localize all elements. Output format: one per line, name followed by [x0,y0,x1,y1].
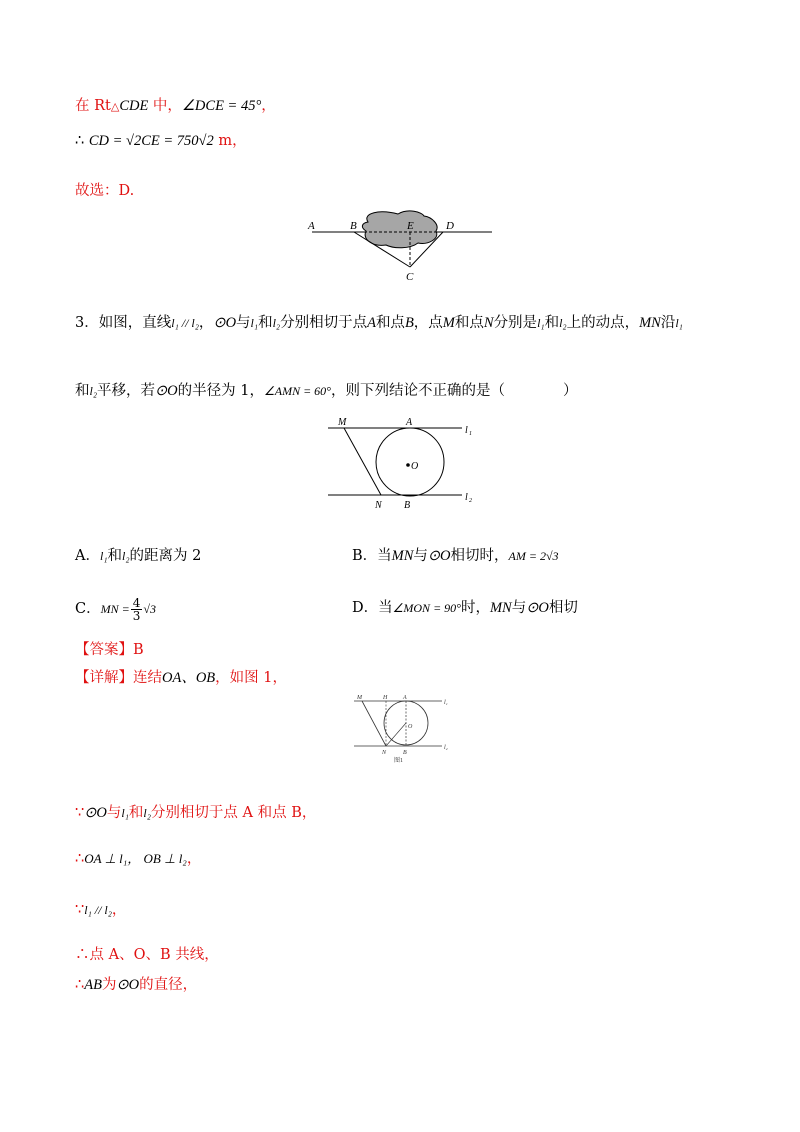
text: ，点 [413,315,443,331]
text: 的距离为 2 [129,548,202,564]
text: 相切 [548,600,578,616]
text: ， [111,902,127,918]
circle-symbol: ⊙O [116,977,140,993]
label-e: E [407,220,414,232]
label-d: D [446,220,454,232]
text: 中， [148,98,182,114]
circle-symbol: ⊙O [84,805,107,821]
circle-symbol: ⊙O [213,315,237,331]
answer-label: 【答案】 [75,642,133,658]
label-l1-sub: 1 [469,431,472,437]
label-h: H [383,695,388,701]
label-o: O [408,724,413,730]
text: 与 [413,548,428,564]
option-label: A． [75,548,100,564]
text: 和 [75,383,90,399]
label-o: O [411,461,419,472]
text: 和 [258,315,273,331]
because: ∵ [75,902,85,918]
math: MN = [100,602,130,616]
math: l₁ // l₂ [171,316,199,330]
math: l₂ [122,549,130,563]
text: 和点 [375,315,405,331]
math: l₁ [121,806,129,820]
math: A [367,315,376,331]
math: CDE [119,98,149,114]
label-m: M [338,417,347,428]
option-c[interactable] [75,596,156,622]
option-label: C． [75,601,101,617]
label-l1: l₁ [444,700,448,706]
text: 与 [511,600,527,616]
math: B [404,315,414,331]
option-d[interactable] [352,598,578,618]
detail-line [75,668,287,688]
option-b[interactable] [352,546,559,566]
denominator: 3 [132,608,141,623]
math: √3 [143,602,156,616]
label-a: A [308,220,315,232]
text: 分别相切于点 A 和点 B， [150,805,317,821]
text: 如图，直线 [98,315,172,331]
answer-line [75,640,144,660]
label-l2-sub: 2 [469,498,472,504]
label-l2: l [465,492,468,503]
math: l₂ [559,316,567,330]
math: OA、OB [162,670,216,686]
text: 与 [236,315,251,331]
text: 和 [107,548,122,564]
text: m， [213,133,247,149]
triangle-symbol: △ [110,100,120,113]
solution-line-1 [75,803,316,823]
text: 平移，若 [97,383,156,399]
label-b: B [404,500,411,511]
math: l₁ [99,549,108,563]
text: 的半径为 1， [177,383,264,399]
math: AM = 2√3 [508,549,559,563]
label-n: N [375,500,382,511]
math: N [483,315,494,331]
text: 的直径， [139,977,198,993]
text: 与 [106,805,122,821]
figure-caption: 图1 [394,758,404,764]
math: l₁ [250,316,259,330]
text: 分别相切于点 [280,315,368,331]
solution-line-2 [75,849,201,869]
label-l1: l [465,425,468,436]
prev-line-1 [75,96,276,117]
fraction [131,597,143,622]
circle-symbol: ⊙O [526,600,549,616]
label-b: B [350,220,357,232]
math: ∠DCE = 45° [181,98,262,114]
text: 相切时， [450,548,509,564]
solution-line-3 [75,900,126,920]
option-label: B．当 [352,548,392,564]
text: ，如图 1， [215,670,288,686]
text: 和 [544,315,560,331]
math: ∠AMN = 60° [263,384,331,398]
math: MN [489,600,512,616]
text: 为 [101,977,117,993]
solution-line-5 [75,975,197,995]
label-c: C [406,271,414,283]
therefore: ∴ [75,851,85,867]
circle-symbol: ⊙O [155,383,178,399]
text: 连结 [133,670,162,686]
math: M [442,315,455,331]
because: ∵ [75,805,85,821]
figure-1 [350,692,460,766]
math: OA ⊥ l₁， OB ⊥ l₂ [84,851,187,866]
label-m: M [357,695,362,701]
text: 分别是 [493,315,538,331]
therefore: ∴ [75,977,85,993]
text: ，则下列结论不正确的是（ ） [330,383,578,399]
numerator: 4 [132,595,141,610]
detail-label: 【详解】 [75,670,133,686]
text: 和点 [454,315,484,331]
text: ， [198,315,214,331]
math: l₁ [537,316,545,330]
question-3-line-1 [75,313,683,333]
label-n: N [382,750,387,756]
text: 和 [128,805,144,821]
label-b: B [403,750,407,756]
math: l₂ [143,806,151,820]
math: ∠MON = 90° [392,601,461,615]
math: AB [84,977,102,993]
option-label: D．当 [352,600,393,616]
text: 沿 [660,315,676,331]
question-3-line-2 [75,381,577,401]
math: l₁ // l₂ [84,903,112,917]
math: CD = √2CE = 750√2 [88,133,214,149]
solution-line-4: ∴点 A、O、B 共线， [75,947,219,963]
label-a: A [403,695,407,701]
math: l₁ [675,316,683,330]
prev-line-2 [75,131,247,151]
math: MN [391,548,414,564]
label-l2: l₂ [444,745,448,751]
text: 时， [460,600,490,616]
prev-line-3: 故选：D. [75,183,135,199]
circle-symbol: ⊙O [427,548,451,564]
math: l₂ [272,316,281,330]
text: ， [186,851,202,867]
option-a[interactable] [75,546,201,566]
question-number: 3． [75,315,99,331]
therefore: ∴ [75,133,89,149]
math: l₂ [89,384,98,398]
answer-value: B [133,642,144,658]
figure-circle-tangent [318,414,488,514]
text: 上的动点， [566,315,640,331]
label-a: A [406,417,413,428]
text: ， [261,98,276,114]
text: 在 Rt [75,98,111,114]
math: MN [639,315,661,331]
figure-lake [300,205,500,285]
